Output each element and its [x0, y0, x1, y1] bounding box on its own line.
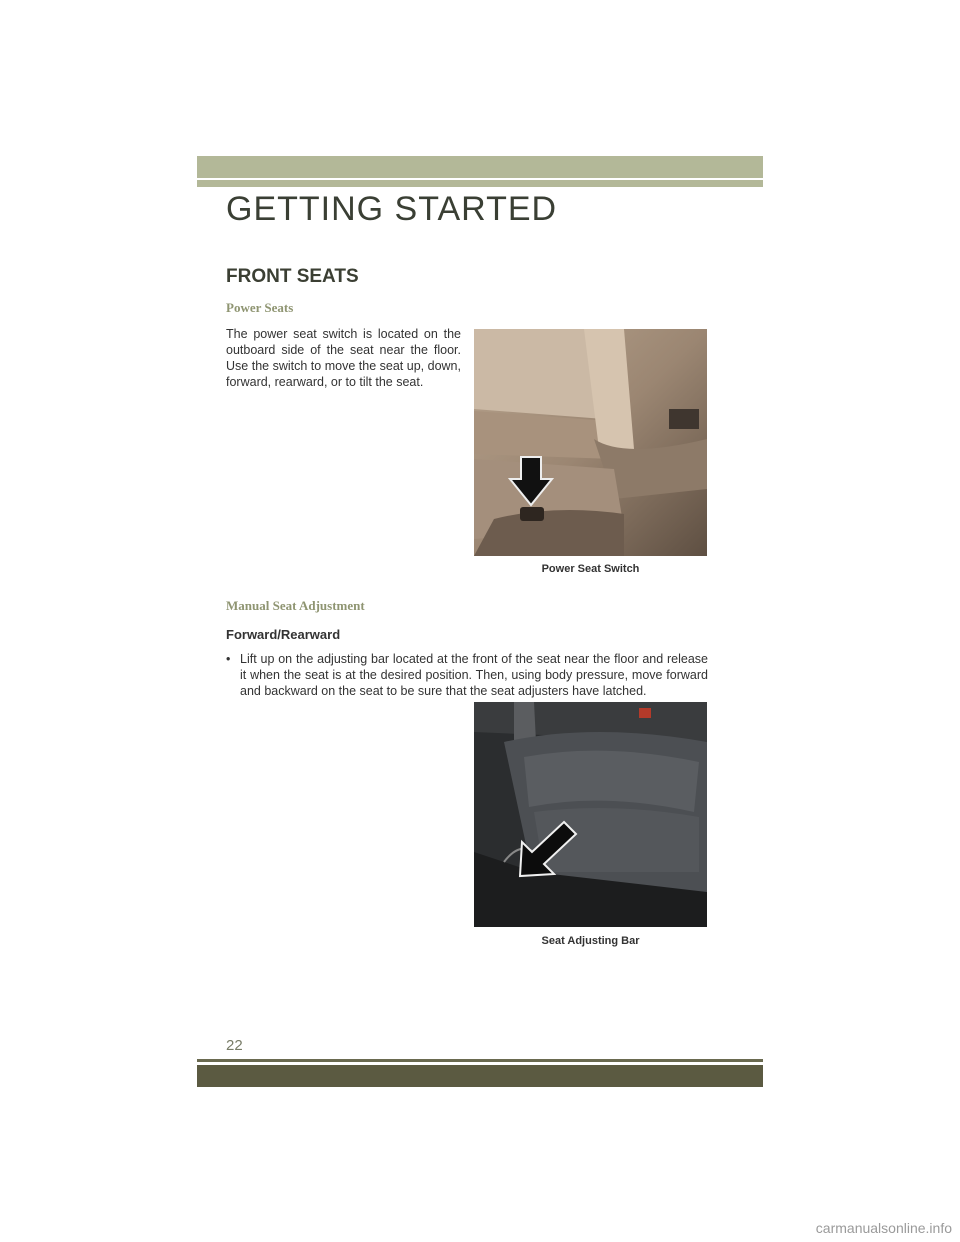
power-seats-heading: Power Seats [226, 300, 294, 315]
watermark: carmanualsonline.info [815, 1220, 952, 1236]
header-band [197, 156, 763, 178]
bullet-marker: • [226, 652, 231, 666]
section-title: GETTING STARTED [226, 190, 558, 228]
seat-adjusting-bar-caption: Seat Adjusting Bar [541, 935, 640, 947]
power-seat-photo [474, 329, 707, 556]
seat-adjusting-bar-photo [474, 702, 707, 927]
forward-rearward-heading: Forward/Rearward [226, 627, 341, 642]
seat-adjusting-bar-illustration [474, 702, 707, 927]
page-number: 22 [226, 1037, 243, 1054]
page-heading: FRONT SEATS [226, 266, 359, 287]
power-seat-caption: Power Seat Switch [541, 563, 640, 575]
power-seat-illustration [474, 329, 707, 556]
manual-adjustment-heading: Manual Seat Adjustment [226, 598, 365, 613]
bullet-item [226, 651, 708, 699]
power-seats-text: The power seat switch is located on the outboard side of the seat near the floor. Use the switch to move the seat up, down, forward, rearward, or to tilt the seat. [226, 327, 461, 389]
footer-band [197, 1065, 763, 1087]
footer-band-line [197, 1059, 763, 1062]
bullet-text: Lift up on the adjusting bar located at the front of the seat near the floor and release it when the seat is at the desired position. Then, using body pressure, move forward and backward on the seat to be sure that the seat adjusters have latched. [240, 652, 708, 698]
header-band-line [197, 180, 763, 187]
